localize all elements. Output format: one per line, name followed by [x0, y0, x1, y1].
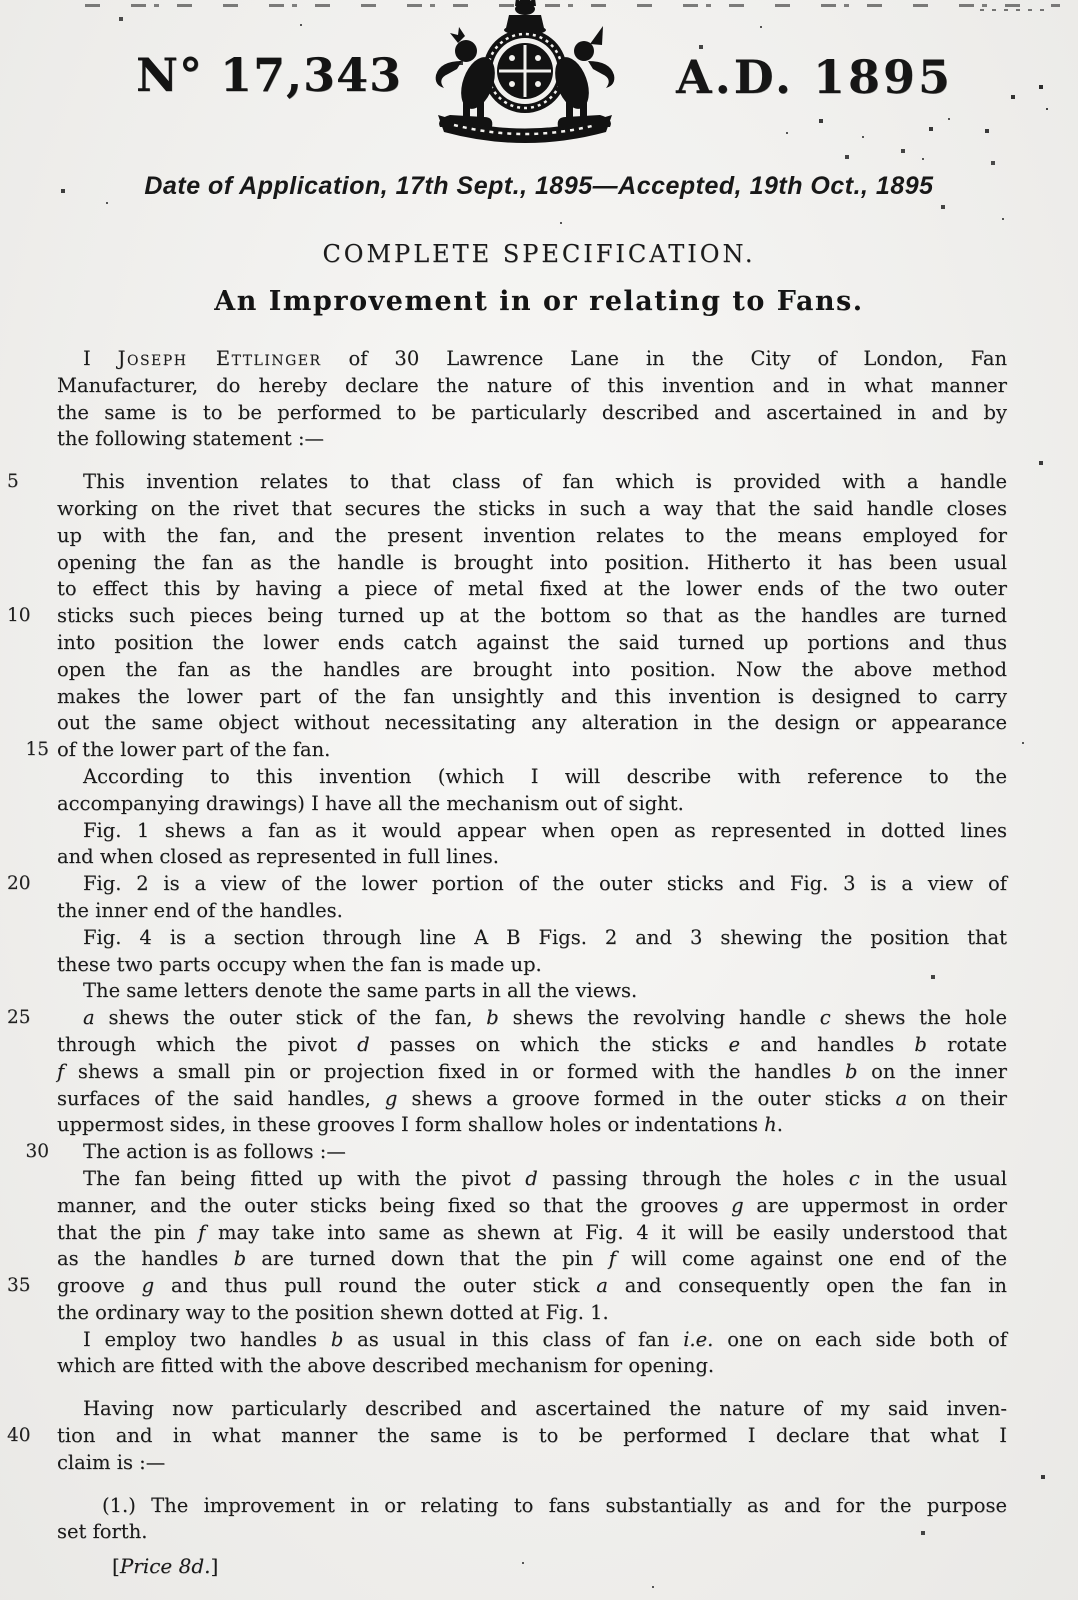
text-line: makes the lower part of the fan unsightly and this invention is designed to carry [57, 684, 1007, 708]
scan-specks [0, 0, 2, 2]
text-line: 35 groove g and thus pull round the outer stick a and consequently open the fan in [57, 1273, 1007, 1300]
margin-line-number: 5 [7, 471, 19, 493]
specification-body [7, 346, 1008, 1579]
text-line: to effect this by having a piece of metal fixed at the lower ends of the two outer [57, 577, 1007, 601]
patent-number: N° 17,343 [136, 48, 403, 102]
text-line: uppermost sides, in these grooves I form shallow holes or indentations h. [57, 1113, 783, 1137]
text-line: The fan being fitted up with the pivot d passing through the holes c in the usual [83, 1166, 1007, 1190]
text-line: working on the rivet that secures the sticks in such a way that the said handle closes [57, 496, 1007, 520]
margin-line-number: 40 [7, 1425, 31, 1447]
margin-line-number: 35 [7, 1275, 31, 1297]
text-line: According to this invention (which I will describe with reference to the [83, 764, 1007, 788]
text-line: Having now particularly described and ascertained the nature of my said inven- [83, 1397, 1007, 1421]
text-line: 20 Fig. 2 is a view of the lower portion of the outer sticks and Fig. 3 is a view of [57, 871, 1007, 898]
margin-line-number: 15 [25, 739, 49, 761]
text-line: 25 a shews the outer stick of the fan, b shews the revolving handle c shews the hole [57, 1005, 1007, 1032]
price-note: [Price 8d.] [112, 1554, 219, 1579]
text-line: through which the pivot d passes on which the sticks e and handles b rotate [57, 1032, 1007, 1056]
text-line: the ordinary way to the position shewn dotted at Fig. 1. [57, 1300, 609, 1324]
text-line: (1.) The improvement in or relating to fans substantially as and for the purpose [102, 1493, 1007, 1517]
patent-year: A.D. 1895 [676, 50, 954, 104]
invention-title: An Improvement in or relating to Fans. [214, 286, 864, 317]
text-line: set forth. [57, 1520, 148, 1544]
text-line: Manufacturer, do hereby declare the nature of this invention and in what manner [57, 373, 1007, 397]
text-line: opening the fan as the handle is brought into position. Hitherto it has been usual [57, 550, 1007, 574]
text-line: which are fitted with the above described mechanism for opening. [57, 1354, 715, 1378]
body-lines-host [7, 346, 1008, 1546]
text-line: the following statement :— [57, 427, 325, 451]
text-line: I Joseph Ettlinger of 30 Lawrence Lane in the City of London, Fan [83, 347, 1008, 370]
royal-coat-of-arms-icon [400, 0, 650, 148]
section-heading: COMPLETE SPECIFICATION. [322, 240, 756, 268]
text-line: 30 The action is as follows :— [57, 1139, 1007, 1166]
text-line: 15 of the lower part of the fan. [57, 737, 1007, 764]
text-line: the same is to be performed to be particularly described and ascertained in and by [57, 400, 1007, 424]
text-line: accompanying drawings) I have all the mechanism out of sight. [57, 791, 684, 815]
text-line: open the fan as the handles are brought into position. Now the above method [57, 657, 1007, 681]
margin-line-number: 10 [7, 605, 31, 627]
scan-edge-artifact [980, 9, 1050, 11]
text-line: f shews a small pin or projection fixed in or formed with the handles b on the inner [57, 1059, 1008, 1083]
margin-line-number: 25 [7, 1007, 31, 1029]
text-line: I employ two handles b as usual in this class of fan i.e. one on each side both of [83, 1327, 1007, 1351]
text-line: 10 sticks such pieces being turned up at the bottom so that as the handles are turned [57, 603, 1007, 630]
text-line: as the handles b are turned down that the pin f will come against one end of the [57, 1247, 1008, 1271]
text-line: 40 tion and in what manner the same is to be performed I declare that what I [57, 1423, 1007, 1450]
text-line: up with the fan, and the present invention relates to the means employed for [57, 523, 1007, 547]
text-line: 5 This invention relates to that class of fan which is provided with a handle [57, 469, 1007, 496]
text-line: the inner end of the handles. [57, 898, 343, 922]
text-line: surfaces of the said handles, g shews a groove formed in the outer sticks a on their [57, 1086, 1007, 1110]
text-line: into position the lower ends catch against the said turned up portions and thus [57, 630, 1007, 654]
text-line: these two parts occupy when the fan is made up. [57, 952, 542, 976]
text-line: that the pin f may take into same as shewn at Fig. 4 it will be easily understood that [57, 1220, 1007, 1244]
text-line: out the same object without necessitating any alteration in the design or appearance [57, 711, 1007, 735]
margin-line-number: 20 [7, 873, 31, 895]
text-line: manner, and the outer sticks being fixed so that the grooves g are uppermost in order [57, 1193, 1007, 1217]
application-date-line: Date of Application, 17th Sept., 1895—Accepted, 19th Oct., 1895 [144, 172, 934, 200]
margin-line-number: 30 [25, 1141, 49, 1163]
text-line: claim is :— [57, 1450, 166, 1474]
text-line: Fig. 4 is a section through line A B Figs. 2 and 3 shewing the position that [83, 925, 1007, 949]
text-line: Fig. 1 shews a fan as it would appear when open as represented in dotted lines [83, 818, 1007, 842]
text-line: The same letters denote the same parts in all the views. [83, 979, 638, 1003]
text-line: and when closed as represented in full lines. [57, 845, 499, 869]
